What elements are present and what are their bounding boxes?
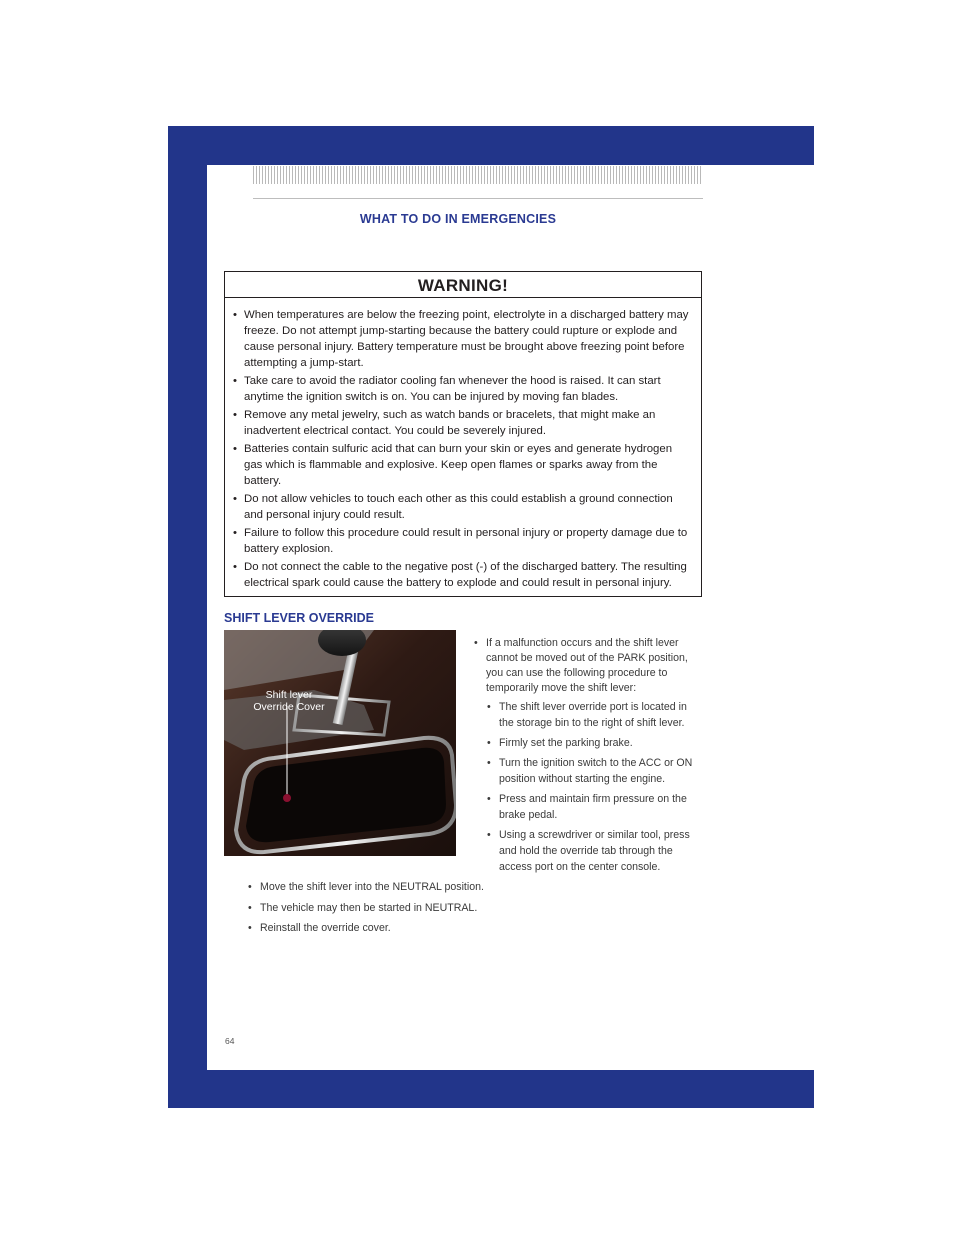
warning-list xyxy=(225,298,701,591)
page-number: 64 xyxy=(225,1036,235,1046)
warning-item: • Remove any metal jewelry, such as watch bands or bracelets, that might make an inadvertent electrical contact. You could be severely injured. xyxy=(244,407,693,439)
photo-label xyxy=(240,689,338,713)
procedure-step: • Using a screwdriver or similar tool, press and hold the override tab through the access port on the center console. xyxy=(486,827,702,875)
warning-item: • Do not connect the cable to the negative post (-) of the discharged battery. The resulting electrical spark could cause the battery to explode and could result in personal injury. xyxy=(244,559,693,591)
header-tick-strip xyxy=(253,166,703,184)
procedure-step: • Press and maintain firm pressure on the brake pedal. xyxy=(486,791,702,823)
section-title: WHAT TO DO IN EMERGENCIES xyxy=(359,212,557,226)
console-illustration xyxy=(224,630,456,856)
warning-item: • Failure to follow this procedure could result in personal injury or property damage due to battery explosion. xyxy=(244,525,693,557)
procedure-step: • Turn the ignition switch to the ACC or ON position without starting the engine. xyxy=(486,755,702,787)
warning-item: • Batteries contain sulfuric acid that can burn your skin or eyes and generate hydrogen gas which is flammable and explosive. Keep open flames or sparks away from the battery. xyxy=(244,441,693,489)
override-cover xyxy=(283,794,291,802)
header-divider xyxy=(253,198,703,199)
warning-box xyxy=(224,271,702,597)
procedure-step: • Firmly set the parking brake. xyxy=(486,735,702,751)
shift-lever-photo xyxy=(224,630,456,856)
photo-label-line: Override Cover xyxy=(253,701,325,713)
procedure-intro-text: If a malfunction occurs and the shift lever cannot be moved out of the PARK position, you can use the following procedure to temporarily move the shift lever: xyxy=(486,637,688,694)
final-step: • Reinstall the override cover. xyxy=(248,920,628,936)
warning-item: • When temperatures are below the freezing point, electrolyte in a discharged battery may freeze. Do not attempt jump-starting because the battery could rupture or explode and cause personal injury. Battery temperature must be brought above freezing point before attempting a jump-start. xyxy=(244,307,693,371)
warning-title: WARNING! xyxy=(225,272,701,298)
photo-label-line: Shift lever xyxy=(265,689,313,701)
procedure-steps xyxy=(486,699,702,875)
final-steps-list xyxy=(248,879,628,941)
final-step: • Move the shift lever into the NEUTRAL position. xyxy=(248,879,628,895)
procedure-list xyxy=(474,636,702,879)
shift-lever-heading: SHIFT LEVER OVERRIDE xyxy=(224,611,375,625)
warning-item: • Do not allow vehicles to touch each other as this could establish a ground connection and personal injury could result. xyxy=(244,491,693,523)
warning-item: • Take care to avoid the radiator cooling fan whenever the hood is raised. It can start anytime the ignition switch is on. You can be injured by moving fan blades. xyxy=(244,373,693,405)
procedure-step: • The shift lever override port is located in the storage bin to the right of shift lever. xyxy=(486,699,702,731)
final-step: • The vehicle may then be started in NEUTRAL. xyxy=(248,900,628,916)
procedure-intro xyxy=(474,636,702,875)
